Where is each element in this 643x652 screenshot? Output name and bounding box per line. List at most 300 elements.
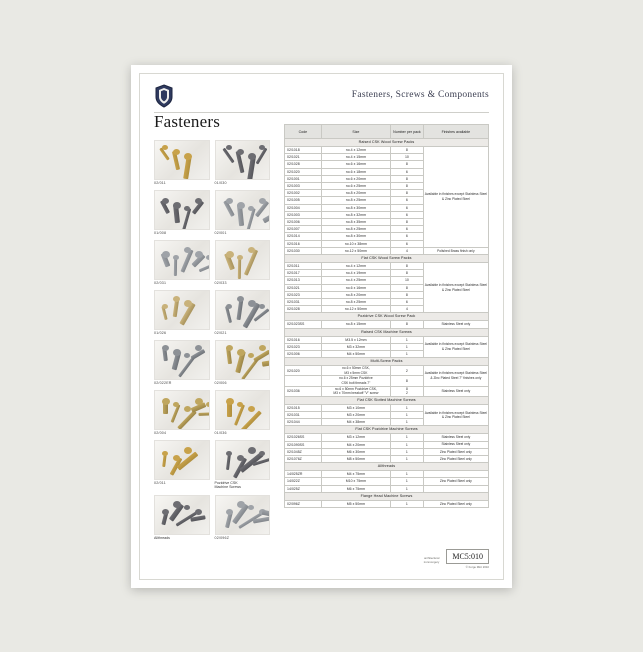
cell-number-per-pack: 8 [391, 321, 424, 328]
fastener-head-shape [184, 505, 190, 510]
cell-number-per-pack: 8 [391, 219, 424, 226]
table-row[interactable] [285, 471, 489, 478]
fastener-shape [198, 412, 209, 416]
cell-number-per-pack: 1 [391, 441, 424, 448]
photo-cell[interactable] [154, 190, 210, 235]
table-section-title: Raised CSK Wood Screw Packs [285, 139, 489, 147]
photo-cell[interactable] [215, 240, 271, 285]
cell-size: no.12 x 50mm [321, 247, 390, 254]
product-photo [154, 290, 210, 330]
page-footer [424, 546, 489, 569]
table-row[interactable] [285, 448, 489, 455]
photo-row [154, 240, 270, 285]
cell-number-per-pack: 1 [391, 351, 424, 358]
cell-size: no.4 x 12mm [321, 147, 390, 154]
table-row[interactable] [285, 247, 489, 254]
fastener-head-shape [173, 296, 180, 302]
cell-number-per-pack: 4 [391, 306, 424, 313]
cell-size: no.8 x 32mm [321, 211, 390, 218]
cell-size: no.8 x 15mm [321, 321, 390, 328]
cell-size: no.8 x 20mm [321, 190, 390, 197]
fastener-head-shape [226, 398, 234, 405]
table-section-title: Pozidrive CSK Wood Screw Pack [285, 313, 489, 321]
table-row[interactable] [285, 434, 489, 441]
photo-code-label: 01/030 [214, 181, 227, 185]
fastener-head-shape [226, 304, 232, 309]
cell-code: 02/1013 [285, 277, 322, 284]
photo-code-label: 01/026 [154, 331, 167, 335]
cell-finishes: Polished Brass finish only [423, 247, 488, 254]
cell-number-per-pack: 6 [391, 211, 424, 218]
cell-number-per-pack: 1 [391, 343, 424, 350]
photo-row [154, 390, 270, 435]
photo-code-label: 02/022ER [154, 381, 172, 385]
cell-size: M6 x 75mm [321, 485, 390, 492]
cell-size: no.4 x 12mm [321, 263, 390, 270]
cell-number-per-pack: 6 [391, 168, 424, 175]
cell-number-per-pack: 2 [391, 366, 424, 376]
fastener-head-shape [226, 451, 232, 456]
cell-code: 02/1026SS [285, 434, 322, 441]
cell-code: 02/1023 [285, 291, 322, 298]
cell-size: M3 x 20mm [321, 412, 390, 419]
crest-icon [154, 84, 174, 108]
photo-code-label: 02/031 [154, 281, 167, 285]
fastener-head-shape [162, 398, 170, 405]
cell-code: 02/1076Z [285, 456, 322, 463]
cell-code: 02/1028 [285, 161, 322, 168]
fastener-head-shape [248, 206, 254, 211]
fastener-head-shape [162, 451, 168, 456]
product-photo [154, 390, 210, 430]
cell-finishes: Stainless Steel only [423, 386, 488, 396]
photo-cell[interactable] [154, 390, 210, 435]
table-section-title: Multi-Screw Packs [285, 358, 489, 366]
cell-code: 02/1036 [285, 386, 322, 396]
cell-code: 02/1006 [285, 351, 322, 358]
cell-code: 02/1016 [285, 240, 322, 247]
fastener-head-shape [237, 296, 244, 302]
page-title: Fasteners [154, 112, 221, 131]
table-row[interactable] [285, 386, 489, 396]
fastener-head-shape [195, 251, 203, 258]
photo-row [154, 495, 270, 540]
cell-size: no.6 x 20mm [321, 175, 390, 182]
cell-code: 02/1007 [285, 226, 322, 233]
specification-table [284, 124, 489, 508]
photo-cell[interactable] [215, 290, 271, 335]
fastener-table [284, 124, 489, 508]
photo-row [154, 140, 270, 185]
product-photo [154, 495, 210, 535]
cell-finishes: Zinc Plated Steel only [423, 448, 488, 455]
product-photo [215, 495, 271, 535]
cell-code: 02/1003 [285, 211, 322, 218]
table-section-title: Raised CSK Machine Screws [285, 328, 489, 336]
product-photo [215, 390, 271, 430]
photo-background [216, 241, 270, 279]
header-title: Fasteners, Screws & Components [351, 90, 489, 100]
cell-number-per-pack: 1 [391, 448, 424, 455]
cell-size: no.6 x 18mm [321, 168, 390, 175]
photo-row [154, 290, 270, 335]
cell-code: 02/1031 [285, 299, 322, 306]
fastener-head-shape [195, 198, 202, 204]
cell-number-per-pack: 8 [391, 263, 424, 270]
photo-cell[interactable] [215, 440, 271, 490]
cell-number-per-pack: 10 [391, 154, 424, 161]
product-photo [154, 340, 210, 380]
cell-size: no.6 x 16mm [321, 284, 390, 291]
photo-caption: Allthreads [154, 535, 170, 540]
cell-number-per-pack: 8 [391, 284, 424, 291]
cell-number-per-pack: 1 [391, 456, 424, 463]
cell-number-per-pack: 1 [391, 478, 424, 485]
photo-code-label: 02/096Z [214, 535, 230, 540]
table-section-title: Flange Head Machine Screws [285, 492, 489, 500]
fastener-head-shape [237, 149, 244, 155]
photo-cell[interactable] [215, 190, 271, 235]
fastener-head-shape [173, 455, 180, 461]
fastener-head-shape [248, 447, 256, 454]
cell-finishes: Available in finishes except Stainless Steel & Zinc Plated Steel [423, 336, 488, 358]
cell-size: no.8 x 35mm [321, 219, 390, 226]
cell-number-per-pack: 8 [391, 161, 424, 168]
cell-code: 02/1021 [285, 154, 322, 161]
photo-cell[interactable] [154, 290, 210, 335]
product-photo [215, 440, 271, 480]
photo-code-label: 02/021 [214, 331, 227, 335]
table-row[interactable] [285, 404, 489, 411]
cell-number-per-pack: 8 [391, 376, 424, 386]
photo-row [154, 190, 270, 235]
photo-code-label: 02/004 [154, 431, 167, 435]
table-section-header [285, 463, 489, 471]
fastener-head-shape [259, 145, 265, 150]
cell-size: M3.5 x 12mm [321, 336, 390, 343]
table-body [285, 139, 489, 508]
fastener-head-shape [173, 255, 179, 260]
photo-cell[interactable] [215, 495, 271, 540]
cell-code: 02/1045Z [285, 448, 322, 455]
table-row[interactable] [285, 441, 489, 448]
cell-code: 02/1001 [285, 175, 322, 182]
cell-code: 02/1003 [285, 183, 322, 190]
cell-size: no.8 x 20mm [321, 291, 390, 298]
cell-code: 02/1020 [285, 366, 322, 376]
cell-size: M10 x 75mm [321, 478, 390, 485]
cell-code: 02/1090SS [285, 441, 322, 448]
cell-finishes [423, 485, 488, 492]
cell-size: M4 x 50mm [321, 351, 390, 358]
fastener-head-shape [237, 349, 245, 356]
cell-number-per-pack: 6 [391, 299, 424, 306]
fastener-head-shape [226, 145, 232, 150]
cell-number-per-pack: 4 [391, 247, 424, 254]
table-section-header [285, 396, 489, 404]
table-row[interactable] [285, 321, 489, 328]
cell-size: no.8 x 30mm [321, 233, 390, 240]
cell-code: 02/1016 [285, 336, 322, 343]
fastener-head-shape [226, 251, 234, 258]
cell-finishes: Stainless Steel only [423, 434, 488, 441]
cell-code: 02/1021 [285, 284, 322, 291]
cell-size: no.8 x 25mm [321, 299, 390, 306]
cell-code: 02/1006 [285, 219, 322, 226]
fastener-head-shape [270, 202, 271, 209]
fastener-head-shape [173, 149, 180, 155]
cell-number-per-pack: 1 [391, 434, 424, 441]
cell-code: 02/1015 [285, 404, 322, 411]
cell-number-per-pack: 1 [391, 404, 424, 411]
cell-finishes: Available in finishes except Stainless Steel & Zinc Plated Steel [423, 263, 488, 313]
fastener-head-shape [270, 349, 271, 356]
photo-code-label: 01/036 [214, 431, 227, 435]
fastener-shape [237, 257, 240, 279]
cell-code: 02/1023 [285, 343, 322, 350]
cell-number-per-pack: 1 [391, 485, 424, 492]
fastener-head-shape [270, 501, 271, 508]
fastener-head-shape [237, 501, 245, 508]
fastener-head-shape [259, 451, 265, 456]
table-section-title: Allthreads [285, 463, 489, 471]
cell-code [285, 376, 322, 386]
fastener-head-shape [259, 345, 266, 351]
table-row[interactable] [285, 500, 489, 507]
fastener-head-shape [237, 202, 245, 209]
cell-size: M6 x 30mm [321, 448, 390, 455]
table-section-title: Flat CSK Pozidrive Machine Screws [285, 426, 489, 434]
cell-finishes: Zinc Plated Steel only [423, 478, 488, 485]
table-row[interactable] [285, 263, 489, 270]
cell-finishes: Available in finishes except Stainless Steel & Zinc Plated Steel 7" finishes only [423, 366, 488, 386]
fastener-head-shape [162, 509, 169, 515]
fastener-head-shape [248, 353, 254, 358]
fastener-head-shape [173, 501, 181, 508]
cell-size: no.8 x 25mm [321, 197, 390, 204]
cell-code: 02/1023SS [285, 321, 322, 328]
cell-code: 02/1030 [285, 247, 322, 254]
cell-code: 02/1005 [285, 197, 322, 204]
table-section-header [285, 426, 489, 434]
cell-code: 02/096Z [285, 500, 322, 507]
table-section-title: Flat CSK Slotted Machine Screws [285, 396, 489, 404]
fastener-head-shape [184, 153, 192, 160]
photo-cell[interactable] [215, 340, 271, 385]
table-section-header [285, 255, 489, 263]
cell-size: no.8 x 30mm [321, 204, 390, 211]
photo-cell[interactable] [215, 140, 271, 185]
fastener-head-shape [184, 300, 192, 307]
cell-finishes [423, 471, 488, 478]
cell-code: 02/1014 [285, 233, 322, 240]
photo-cell[interactable] [154, 340, 210, 385]
table-row[interactable] [285, 485, 489, 492]
cell-number-per-pack: 8 2 [391, 386, 424, 396]
fastener-head-shape [184, 406, 191, 412]
cell-code: 02/1011 [285, 263, 322, 270]
cell-number-per-pack: 8 [391, 270, 424, 277]
cell-size: M4 x 75mm [321, 471, 390, 478]
cell-size: M3 x 10mm [321, 404, 390, 411]
photo-code-label: 02/006 [214, 381, 227, 385]
photo-cell[interactable] [154, 495, 210, 540]
fastener-head-shape [184, 447, 192, 454]
cell-number-per-pack: 8 [391, 183, 424, 190]
product-photo [215, 140, 271, 180]
product-photo [215, 290, 271, 330]
fastener-head-shape [173, 202, 181, 209]
cell-size: no.4 x 25mm [321, 277, 390, 284]
fastener-head-shape [237, 455, 244, 461]
cell-code: 14/025Z [285, 485, 322, 492]
product-photo [154, 240, 210, 280]
product-photo [215, 240, 271, 280]
cell-size: no.4 x 19mm [321, 270, 390, 277]
cell-finishes: Zinc Plated Steel only [423, 500, 488, 507]
photo-background [155, 191, 209, 229]
table-section-title: Flat CSK Wood Screw Packs [285, 255, 489, 263]
fastener-head-shape [248, 153, 256, 160]
cell-finishes: Available in finishes except Stainless Steel & Zinc Plated Steel [423, 404, 488, 426]
photo-code-label: 02/033 [214, 281, 227, 285]
cell-size: no.4 x 15mm [321, 154, 390, 161]
table-row[interactable] [285, 456, 489, 463]
cell-size: no.12 x 50mm [321, 306, 390, 313]
photo-code-label: 01/008 [154, 231, 167, 235]
fastener-head-shape [173, 349, 181, 356]
table-section-header [285, 328, 489, 336]
cell-code: 02/1018 [285, 147, 322, 154]
fastener-head-shape [248, 300, 256, 307]
photo-cell[interactable] [215, 390, 271, 435]
cell-code: 02/1017 [285, 270, 322, 277]
cell-size: M3 x 32mm [321, 343, 390, 350]
table-row[interactable] [285, 147, 489, 154]
table-head [285, 125, 489, 139]
cell-code: 02/1020 [285, 168, 322, 175]
table-header-row [285, 125, 489, 139]
cell-size: M4 x 38mm [321, 419, 390, 426]
table-section-header [285, 139, 489, 147]
page-inner-border [139, 73, 504, 580]
col-size: Size [321, 125, 390, 139]
cell-size: no.6 x 16mm [321, 161, 390, 168]
photo-caption: Pozidrive CSK Machine Screws [214, 481, 241, 490]
photo-code-label: 02/001 [214, 231, 227, 235]
fastener-head-shape [248, 406, 255, 412]
cell-code: 02/1002 [285, 190, 322, 197]
table-section-header [285, 492, 489, 500]
photo-cell[interactable] [154, 140, 210, 185]
fastener-head-shape [206, 402, 210, 407]
cell-finishes: Available in finishes except Stainless Steel & Zinc Plated Steel [423, 147, 488, 248]
cell-size: no.6 x 50mm CSK, M3 x 5mm CSK [321, 366, 390, 376]
fastener-head-shape [226, 509, 233, 515]
col-code: Code [285, 125, 322, 139]
cell-number-per-pack: 1 [391, 412, 424, 419]
cell-finishes: Stainless Steel only [423, 441, 488, 448]
footer-code: MC5:010 [446, 549, 489, 564]
cell-number-per-pack: 1 [391, 471, 424, 478]
cell-finishes: Zinc Plated Steel only [423, 456, 488, 463]
fastener-head-shape [226, 345, 233, 351]
cell-number-per-pack: 6 [391, 240, 424, 247]
fastener-head-shape [173, 402, 179, 407]
cell-number-per-pack: 8 [391, 175, 424, 182]
cell-number-per-pack: 1 [391, 336, 424, 343]
cell-number-per-pack: 1 [391, 419, 424, 426]
cell-number-per-pack: 6 [391, 226, 424, 233]
footer-date: © Forge Mint 2010 [465, 565, 489, 569]
fastener-head-shape [237, 402, 243, 407]
cell-code: 02/1031 [285, 412, 322, 419]
cell-size: M8 x 50mm [321, 456, 390, 463]
cell-number-per-pack: 6 [391, 204, 424, 211]
product-photo-grid [154, 140, 270, 545]
cell-number-per-pack: 8 [391, 190, 424, 197]
fastener-head-shape [248, 505, 254, 510]
col-number-per-pack: Number per pack [391, 125, 424, 139]
cell-number-per-pack: 6 [391, 197, 424, 204]
product-photo [154, 140, 210, 180]
photo-row [154, 440, 270, 490]
fastener-head-shape [226, 198, 233, 204]
fastener-head-shape [195, 509, 202, 515]
cell-code: 14/022Z [285, 478, 322, 485]
photo-cell[interactable] [154, 440, 210, 490]
fastener-head-shape [162, 345, 169, 351]
cell-size: M3 x 12mm [321, 434, 390, 441]
table-row[interactable] [285, 478, 489, 485]
fastener-head-shape [195, 345, 202, 351]
col-finishes-available: Finishes available [423, 125, 488, 139]
cell-code: 02/1004 [285, 204, 322, 211]
fastener-head-shape [162, 251, 170, 258]
footer-side-note: architectural ironmongery [423, 556, 440, 564]
fastener-head-shape [206, 255, 210, 260]
fastener-head-shape [184, 247, 191, 253]
page-header [154, 84, 489, 114]
table-row[interactable] [285, 336, 489, 343]
photo-row [154, 340, 270, 385]
fastener-head-shape [184, 353, 190, 358]
fastener-head-shape [248, 247, 255, 253]
cell-size: M5 x 50mm [321, 500, 390, 507]
cell-number-per-pack: 8 [391, 291, 424, 298]
fastener-head-shape [162, 145, 168, 150]
cell-size: no.8 x 25mm [321, 226, 390, 233]
document-page [131, 65, 512, 588]
product-photo [154, 440, 210, 480]
fastener-head-shape [195, 398, 203, 405]
photo-cell[interactable] [154, 240, 210, 285]
cell-number-per-pack: 6 [391, 233, 424, 240]
photo-code-label: 02/011 [154, 181, 166, 185]
cell-number-per-pack: 1 [391, 500, 424, 507]
table-section-header [285, 358, 489, 366]
cell-size: M4 x 20mm [321, 441, 390, 448]
table-row[interactable] [285, 366, 489, 376]
product-photo [154, 190, 210, 230]
fastener-head-shape [259, 198, 266, 204]
cell-size: no.10 x 38mm [321, 240, 390, 247]
fastener-head-shape [259, 304, 265, 309]
fastener-head-shape [184, 206, 190, 211]
cell-code: 14/025ZR [285, 471, 322, 478]
fastener-head-shape [162, 304, 168, 309]
cell-number-per-pack: 8 [391, 147, 424, 154]
